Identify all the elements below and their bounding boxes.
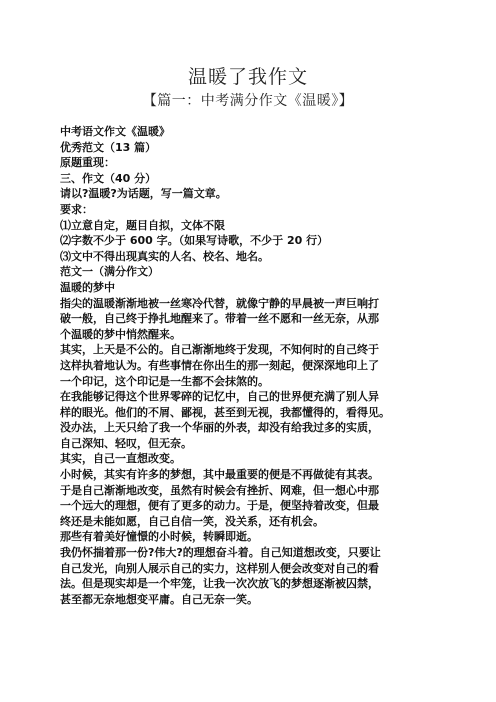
text-line: 没办法，上天只给了我一个华丽的外表，却没有给我过多的实质， [60,421,379,435]
document-subtitle: 【篇一：中考满分作文《温暖》】 [142,93,354,109]
text-line: 终还是未能如愿，自己自信一笑，没关系，还有机会。 [60,514,324,528]
text-line: ⑵字数不少于 600 字。（如果写诗歌，不少于 20 行） [60,234,329,248]
text-line: 要求： [60,202,93,216]
text-line: 请以?温暖?为话题，写一篇文章。 [60,187,227,201]
text-line: 指尖的温暖渐渐地被一丝寒冷代替，就像宁静的早晨被一声巨响打 [60,296,379,310]
document-title: 温暖了我作文 [187,66,308,88]
text-line: ⑴立意自定，题目自拟，文体不限 [60,218,225,232]
text-line: 破一般，自己终于挣扎地醒来了。带着一丝不愿和一丝无奈，从那 [60,312,379,326]
text-line: 优秀范文（13 篇） [60,140,157,154]
text-line: 温暖的梦中 [60,280,115,294]
text-line: 甚至都无奈地想变平庸。自己无奈一笑。 [60,592,258,606]
text-line: 这样执着地认为。有些事情在你出生的那一刻起，便深深地印上了 [60,358,379,372]
text-line: 其实，上天是不公的。自己渐渐地终于发现，不知何时的自己终于 [60,343,379,357]
text-line: 自己发光，向别人展示自己的实力，这样别人便会改变对自己的看 [60,561,379,575]
text-line: ⑶文中不得出现真实的人名、校名、地名。 [60,249,269,263]
text-line: 范文一（满分作文） [60,265,159,279]
text-line: 个温暖的梦中悄然醒来。 [60,327,181,341]
text-line: 样的眼光。他们的不屑、鄙视，甚至到无视，我都懂得的，看得见。 [60,405,390,419]
text-line: 一个印记，这个印记是一生都不会抹煞的。 [60,374,269,388]
document-body [60,124,460,607]
text-line: 在我能够记得这个世界零碎的记忆中，自己的世界便充满了别人异 [60,390,379,404]
text-line: 自己深知、轻叹，但无奈。 [60,436,192,450]
text-line: 原题重现： [60,156,115,170]
text-line: 我仍怀揣着那一份?伟大?的理想奋斗着。自己知道想改变，只要让 [60,546,381,560]
text-line: 其实，自己一直想改变。 [60,452,181,466]
text-line: 一个远大的理想，便有了更多的动力。于是，便坚持着改变，但最 [60,499,379,513]
text-line: 法。但是现实却是一个牢笼，让我一次次放飞的梦想逐渐被囚禁， [60,577,379,591]
text-line: 中考语文作文《温暖》 [60,125,170,138]
text-line: 于是自己渐渐地改变，虽然有时候会有挫折、网难，但一想心中那 [60,483,379,497]
text-line: 小时候，其实有许多的梦想，其中最重要的便是不再做徒有其表。 [60,468,379,482]
text-line: 那些有着美好憧憬的小时候，转瞬即逝。 [60,530,258,544]
text-line: 三、作文（40 分） [60,171,157,185]
